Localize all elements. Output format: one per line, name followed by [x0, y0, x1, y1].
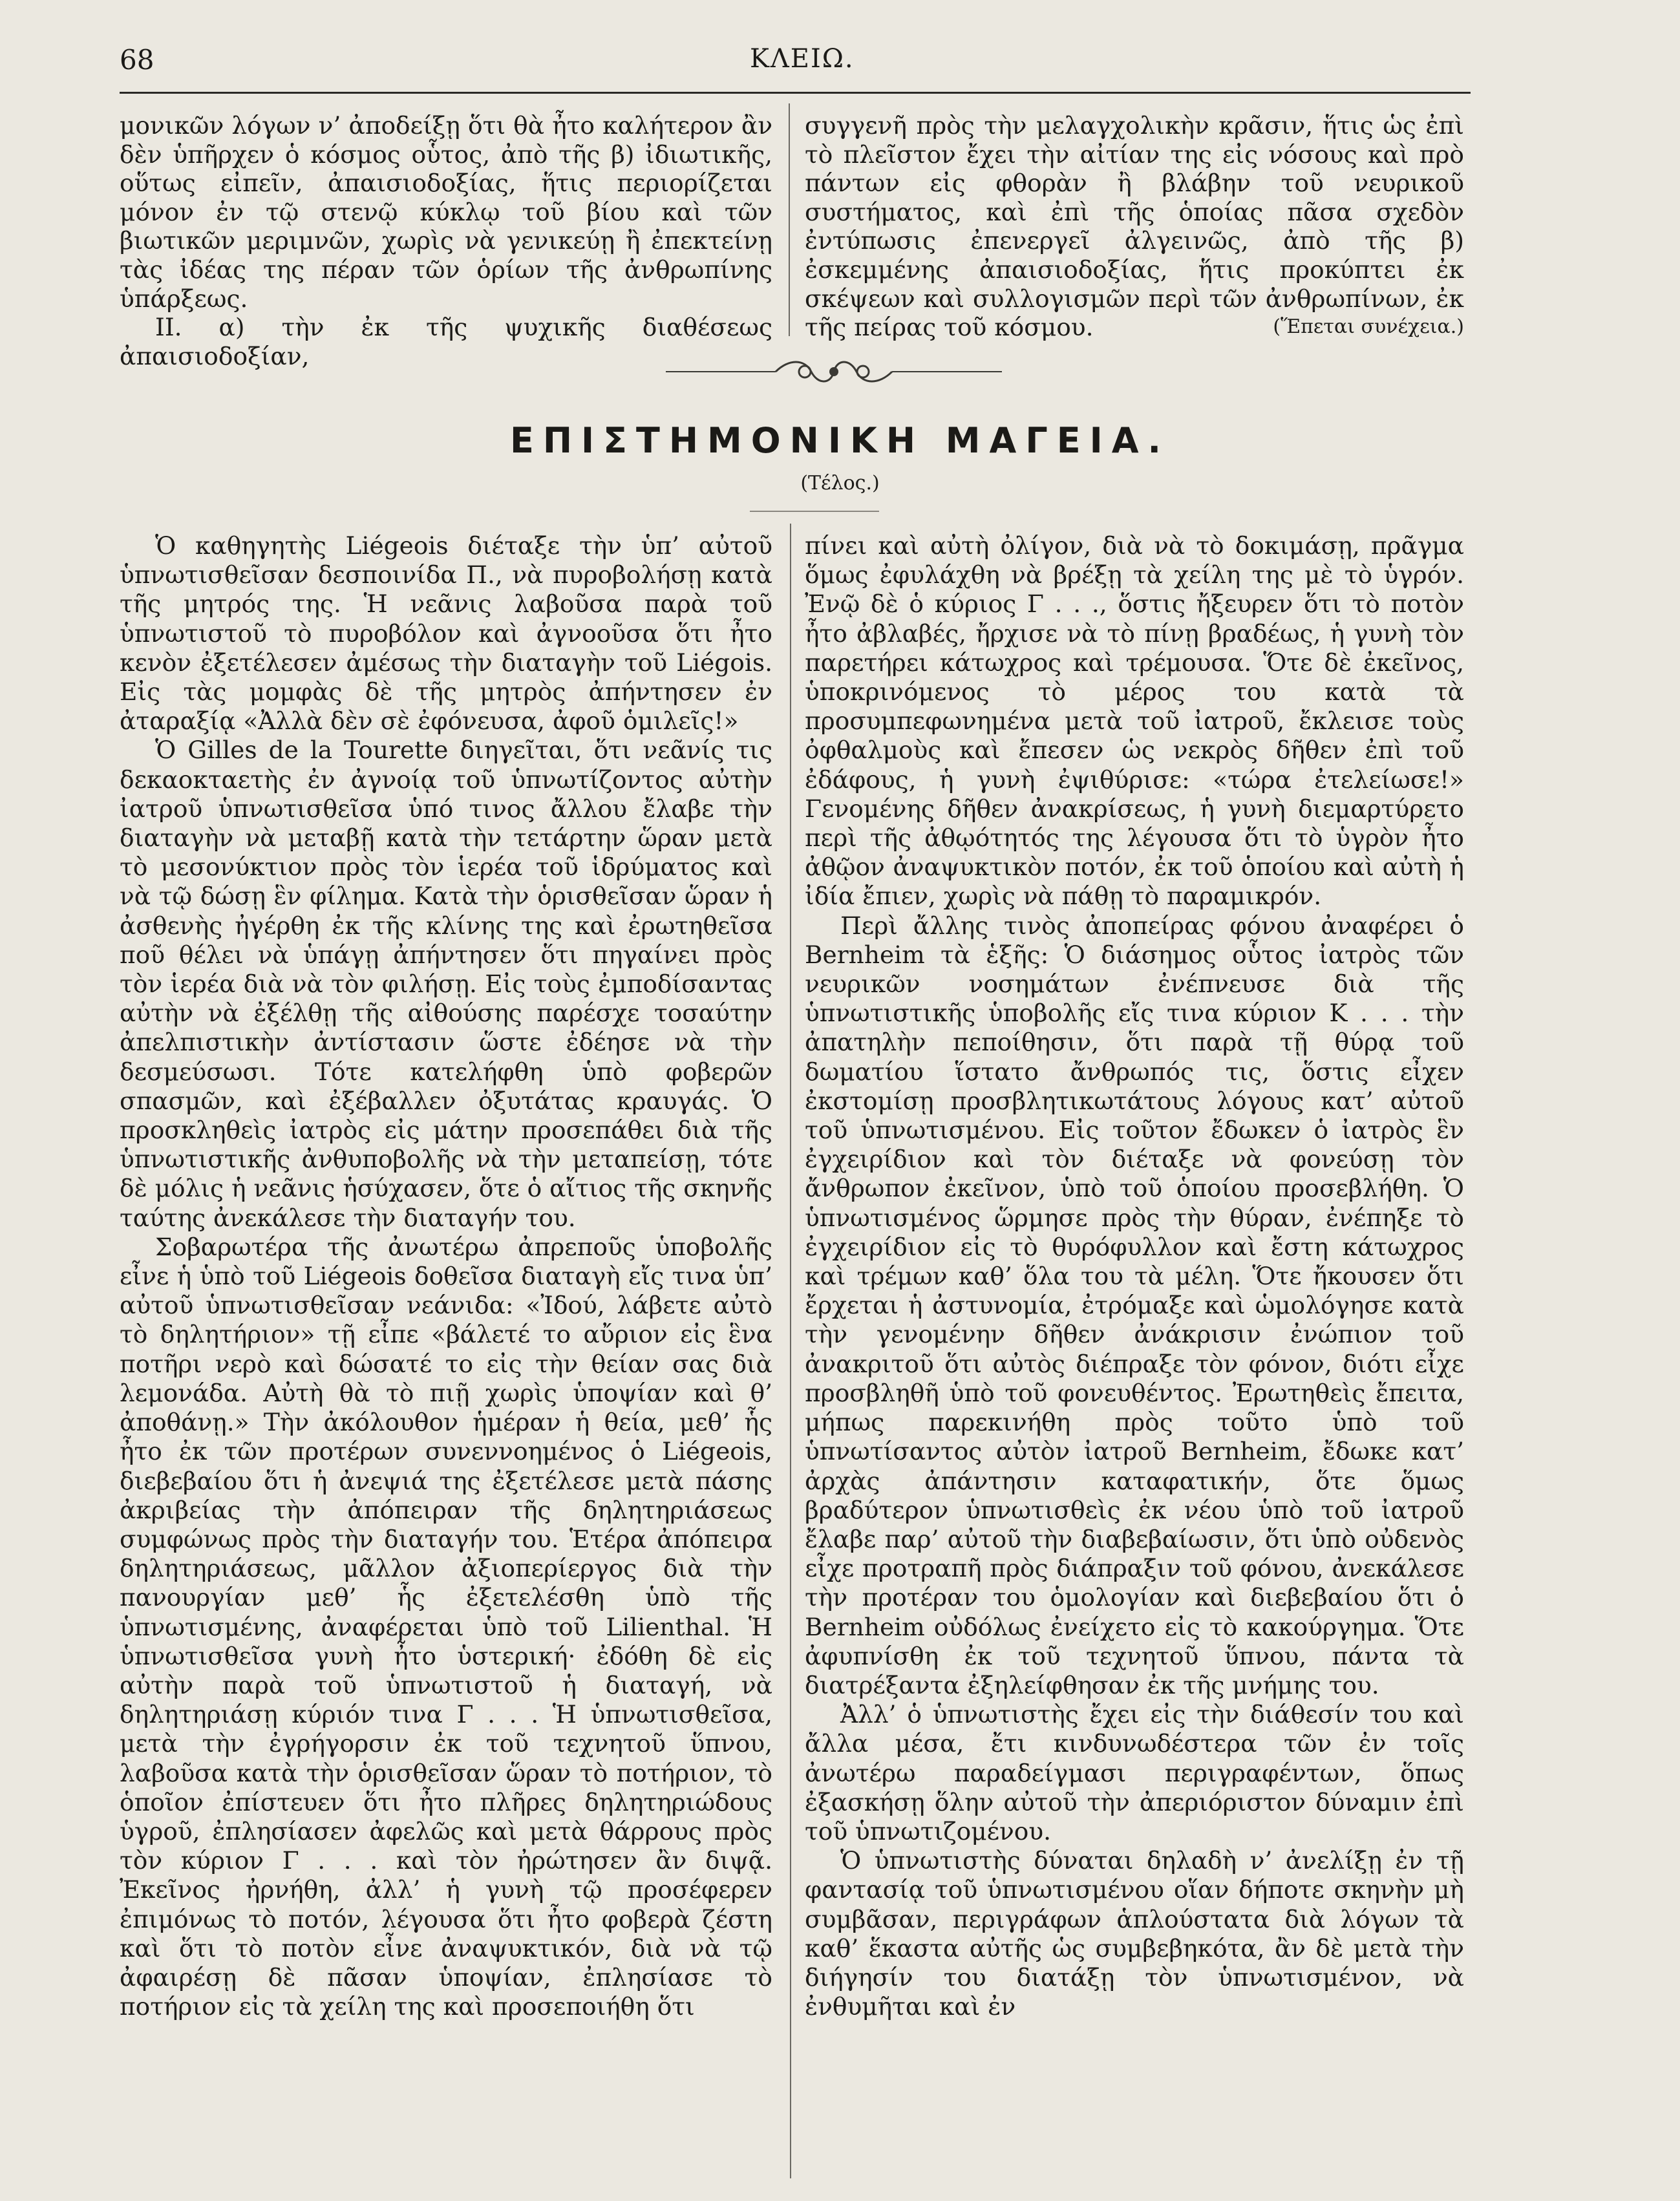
continued-note: (Ἕπεται συνέχεια.)	[1273, 315, 1464, 339]
header-rule	[120, 92, 1471, 94]
article-subtitle: (Τέλος.)	[800, 472, 880, 494]
paragraph: μονικῶν λόγων ν’ ἀποδείξῃ ὅτι θὰ ἦτο καλήτερον ἂν δὲν ὑπῆρχεν ὁ κόσμος οὗτος, ἀπὸ τῆς β) ἰδιωτικῆς, οὕτως εἰπεῖν, ἀπαισιοδοξίας, ἥτις περιορίζεται μόνον ἐν τῷ στενῷ κύκλῳ τοῦ βίου καὶ τῶν βιωτικῶν μεριμνῶν, χωρὶς νὰ γενικεύῃ ἢ ἐπεκτείνῃ τὰς ἰδέας της πέραν τῶν ὁρίων τῆς ἀνθρωπίνης ὑπάρξεως.	[120, 111, 772, 313]
running-title: ΚΛΕΙΩ.	[750, 44, 855, 74]
subtitle-rule	[750, 511, 879, 512]
top-left-column	[120, 111, 772, 370]
article-right-column	[805, 531, 1464, 2021]
paragraph: Περὶ ἄλλης τινὸς ἀποπείρας φόνου ἀναφέρει ὁ Bernheim τὰ ἑξῆς: Ὁ διάσημος οὗτος ἰατρὸς τῶν νευρικῶν νοσημάτων ἐνέπνευσε διὰ τῆς ὑπνωτιστικῆς ὑποβολῆς εἴς τινα κύριον Κ . . . τὴν ἀπατηλὴν πεποίθησιν, ὅτι παρὰ τῇ θύρᾳ τοῦ δωματίου ἵστατο ἄνθρωπός τις, ὅστις εἶχεν ἐκστομίσῃ προσβλητικωτάτους λόγους κατ’ αὐτοῦ τοῦ ὑπνωτισμένου. Εἰς τοῦτον ἔδωκεν ὁ ἰατρὸς ἓν ἐγχειρίδιον καὶ τὸν διέταξε νὰ φονεύσῃ τὸν ἄνθρωπον ἐκεῖνον, ὑπὸ τοῦ ὁποίου προσεβλήθη. Ὁ ὑπνωτισμένος ὥρμησε πρὸς τὴν θύραν, ἐνέπηξε τὸ ἐγχειρίδιον εἰς τὸ θυρόφυλλον καὶ ἔστη κάτωχρος καὶ τρέμων καθ’ ὅλα του τὰ μέλη. Ὅτε ἤκουσεν ὅτι ἔρχεται ἡ ἀστυνομία, ἐτρόμαξε καὶ ὡμολόγησε κατὰ τὴν γενομένην δῆθεν ἀνάκρισιν ἐνώπιον τοῦ ἀνακριτοῦ ὅτι αὐτὸς διέπραξε τὸν φόνον, διότι εἶχε προσβληθῆ ὑπὸ τοῦ φονευθέντος. Ἐρωτηθεὶς ἔπειτα, μήπως παρεκινήθη πρὸς τοῦτο ὑπὸ τοῦ ὑπνωτίσαντος αὐτὸν ἰατροῦ Bernheim, ἔδωκε κατ’ ἀρχὰς ἀπάντησιν καταφατικήν, ὅτε ὅμως βραδύτερον ὑπνωτισθεὶς ἐκ νέου ὑπὸ τοῦ ἰατροῦ ἔλαβε παρ’ αὐτοῦ τὴν διαβεβαίωσιν, ὅτι ὑπὸ οὐδενὸς εἶχε προτραπῆ πρὸς διάπραξιν τοῦ φόνου, ἀνεκάλεσε τὴν προτέραν του ὁμολογίαν καὶ διεβεβαίου ὅτι ὁ Bernheim οὐδόλως ἐνείχετο εἰς τὸ κακούργημα. Ὅτε ἀφυπνίσθη ἐκ τοῦ τεχνητοῦ ὕπνου, πάντα τὰ διατρέξαντα ἐξηλείφθησαν ἐκ τῆς μνήμης του.	[805, 911, 1464, 1699]
paragraph: ΙΙ. α) τὴν ἐκ τῆς ψυχικῆς διαθέσεως ἀπαισιοδοξίαν,	[120, 313, 772, 370]
paragraph: Ὁ Gilles de la Tourette διηγεῖται, ὅτι νεᾶνίς τις δεκαοκταετὴς ἐν ἀγνοίᾳ τοῦ ὑπνωτίζοντος αὐτὴν ἰατροῦ ὑπνωτισθεῖσα ὑπό τινος ἄλλου ἔλαβε τὴν διαταγὴν νὰ μεταβῇ κατὰ τὴν τετάρτην ὥραν μετὰ τὸ μεσονύκτιον πρὸς τὸν ἱερέα τοῦ ἱδρύματος καὶ νὰ τῷ δώσῃ ἓν φίλημα. Κατὰ τὴν ὁρισθεῖσαν ὥραν ἡ ἀσθενὴς ἠγέρθη ἐκ τῆς κλίνης της καὶ ἐρωτηθεῖσα ποῦ θέλει νὰ ὑπάγῃ ἀπήντησεν ὅτι πηγαίνει πρὸς τὸν ἱερέα διὰ νὰ τὸν φιλήσῃ. Εἰς τοὺς ἐμποδίσαντας αὐτὴν νὰ ἐξέλθῃ τῆς αἰθούσης παρέσχε τοσαύτην ἀπελπιστικὴν ἀντίστασιν ὥστε ἐδέησε νὰ τὴν δεσμεύσωσι. Τότε κατελήφθη ὑπὸ φοβερῶν σπασμῶν, καὶ ἐξέβαλλεν ὀξυτάτας κραυγάς. Ὁ προσκληθεὶς ἰατρὸς εἰς μάτην προσεπάθει διὰ τῆς ὑπνωτιστικῆς ἀνθυποβολῆς νὰ τὴν μεταπείσῃ, τότε δὲ μόλις ἡ νεᾶνις ἡσύχασεν, ὅτε ὁ αἴτιος τῆς σκηνῆς ταύτης ἀνεκάλεσε τὴν διαταγήν του.	[120, 736, 772, 1232]
section-ornament	[666, 352, 1002, 391]
paragraph: Σοβαρωτέρα τῆς ἀνωτέρω ἀπρεποῦς ὑποβολῆς εἶνε ἡ ὑπὸ τοῦ Liégeois δοθεῖσα διαταγὴ εἴς τινα ὑπ’ αὐτοῦ ὑπνωτισθεῖσαν νεάνιδα: «Ἰδού, λάβετε αὐτὸ τὸ δηλητήριον» τῇ εἶπε «βάλετέ το αὔριον εἰς ἓνα ποτῆρι νερὸ καὶ δώσατέ το εἰς τὴν θείαν σας διὰ λεμονάδα. Αὐτὴ θὰ τὸ πιῇ χωρὶς ὑποψίαν καὶ θ’ ἀποθάνῃ.» Τὴν ἀκόλουθον ἡμέραν ἡ θεία, μεθ’ ἧς ἦτο ἐκ τῶν προτέρων συνεννοημένος ὁ Liégeois, διεβεβαίου ὅτι ἡ ἀνεψιά της ἐξετέλεσε μετὰ πάσης ἀκριβείας τὴν ἀπόπειραν τῆς δηλητηριάσεως συμφώνως πρὸς τὴν διαταγήν του. Ἑτέρα ἀπόπειρα δηλητηριάσεως, μᾶλλον ἀξιοπερίεργος διὰ τὴν πανουργίαν μεθ’ ἧς ἐξετελέσθη ὑπὸ τῆς ὑπνωτισμένης, ἀναφέρεται ὑπὸ τοῦ Lilienthal. Ἡ ὑπνωτισθεῖσα γυνὴ ἦτο ὑστερική· ἐδόθη δὲ εἰς αὐτὴν παρὰ τοῦ ὑπνωτιστοῦ ἡ διαταγή, νὰ δηλητηριάσῃ κύριόν τινα Γ . . . Ἡ ὑπνωτισθεῖσα, μετὰ τὴν ἐγρήγορσιν ἐκ τοῦ τεχνητοῦ ὕπνου, λαβοῦσα κατὰ τὴν ὁρισθεῖσαν ὥραν τὸ ποτήριον, τὸ ὁποῖον ἐπίστευεν ὅτι ἦτο πλῆρες δηλητηριώδους ὑγροῦ, ἐπλησίασεν ἀφελῶς καὶ μετὰ θάρρους πρὸς τὸν κύριον Γ . . . καὶ τὸν ἠρώτησεν ἂν διψᾷ. Ἐκεῖνος ἠρνήθη, ἀλλ’ ἡ γυνὴ τῷ προσέφερεν ἐπιμόνως τὸ ποτόν, λέγουσα ὅτι ἦτο φοβερὰ ζέστη καὶ ὅτι τὸ ποτὸν εἶνε ἀναψυκτικόν, διὰ νὰ τῷ ἀφαιρέσῃ δὲ πᾶσαν ὑποψίαν, ἐπλησίασε τὸ ποτήριον εἰς τὰ χείλη της καὶ προσεποιήθη ὅτι	[120, 1232, 772, 2021]
paragraph: Ὁ καθηγητὴς Liégeois διέταξε τὴν ὑπ’ αὐτοῦ ὑπνωτισθεῖσαν δεσποινίδα Π., νὰ πυροβολήσῃ κατὰ τῆς μητρός της. Ἡ νεᾶνις λαβοῦσα παρὰ τοῦ ὑπνωτιστοῦ τὸ πυροβόλον καὶ ἀγνοοῦσα ὅτι ἦτο κενὸν ἐξετέλεσεν ἀμέσως τὴν διαταγὴν τοῦ Liégois. Εἰς τὰς μομφὰς δὲ τῆς μητρὸς ἀπήντησεν ἐν ἀταραξίᾳ «Ἀλλὰ δὲν σὲ ἐφόνευσα, ἀφοῦ ὁμιλεῖς!»	[120, 531, 772, 736]
paragraph: Ὁ ὑπνωτιστὴς δύναται δηλαδὴ ν’ ἀνελίξῃ ἐν τῇ φαντασίᾳ τοῦ ὑπνωτισμένου οἵαν δήποτε σκηνὴν μὴ συμβᾶσαν, περιγράφων ἁπλούστατα διὰ λόγων τὰ καθ’ ἕκαστα αὐτῆς ὡς συμβεβηκότα, ἂν δὲ μετὰ τὴν διήγησίν του διατάξῃ τὸν ὑπνωτισμένον, νὰ ἐνθυμῆται καὶ ἐν	[805, 1846, 1464, 2021]
paragraph-text: συγγενῆ πρὸς τὴν μελαγχολικὴν κρᾶσιν, ἥτις ὡς ἐπὶ τὸ πλεῖστον ἔχει τὴν αἰτίαν της εἰς νόσους καὶ πρὸ πάντων εἰς φθορὰν ἢ βλάβην τοῦ νευρικοῦ συστήματος, καὶ ἐπὶ τῆς ὁποίας πᾶσα σχεδὸν ἐντύπωσις ἐπενεργεῖ ἀλγεινῶς, ἀπὸ τῆς β) ἐσκεμμένης ἀπαισιοδοξίας, ἥτις προκύπτει ἐκ σκέψεων καὶ συλλογισμῶν περὶ τῶν ἀνθρωπίνων, ἐκ τῆς πείρας τοῦ κόσμου.	[805, 111, 1464, 342]
paragraph: πίνει καὶ αὐτὴ ὀλίγον, διὰ νὰ τὸ δοκιμάσῃ, πρᾶγμα ὅμως ἐφυλάχθη νὰ βρέξῃ τὰ χείλη της μὲ τὸ ὑγρόν. Ἐνῷ δὲ ὁ κύριος Γ . . ., ὅστις ἤξευρεν ὅτι τὸ ποτὸν ἦτο ἀβλαβές, ἤρχισε νὰ τὸ πίνῃ βραδέως, ἡ γυνὴ τὸν παρετήρει κάτωχρος καὶ τρέμουσα. Ὅτε δὲ ἐκεῖνος, ὑποκρινόμενος τὸ μέρος του κατὰ τὰ προσυμπεφωνημένα μετὰ τοῦ ἰατροῦ, ἔκλεισε τοὺς ὀφθαλμοὺς καὶ ἔπεσεν ὡς νεκρὸς δῆθεν ἐπὶ τοῦ ἐδάφους, ἡ γυνὴ ἐψιθύρισε: «τώρα ἐτελείωσε!» Γενομένης δῆθεν ἀνακρίσεως, ἡ γυνὴ διεμαρτύρετο περὶ τῆς ἀθῳότητός της λέγουσα ὅτι τὸ ὑγρὸν ἦτο ἀθῷον ἀναψυκτικὸν ποτόν, ἐκ τοῦ ὁποίου καὶ αὐτὴ ἡ ἰδία ἔπιεν, χωρὶς νὰ πάθῃ τὸ παραμικρόν.	[805, 531, 1464, 911]
column-divider	[789, 103, 790, 336]
running-header	[0, 40, 1680, 85]
paragraph	[805, 111, 1464, 342]
column-divider	[790, 524, 791, 2178]
page-number: 68	[120, 44, 154, 76]
article-left-column	[120, 531, 772, 2021]
top-right-column	[805, 111, 1464, 342]
article-title: ΕΠΙΣΤΗΜΟΝΙΚΗ ΜΑΓΕΙΑ.	[509, 420, 1171, 461]
paragraph: Ἀλλ’ ὁ ὑπνωτιστὴς ἔχει εἰς τὴν διάθεσίν του καὶ ἄλλα μέσα, ἔτι κινδυνωδέστερα τῶν ἐν τοῖς ἀνωτέρω παραδείγμασι περιγραφέντων, ὅπως ἐξασκήσῃ ὅλην αὐτοῦ τὴν ἀπεριόριστον δύναμιν ἐπὶ τοῦ ὑπνωτιζομένου.	[805, 1700, 1464, 1845]
